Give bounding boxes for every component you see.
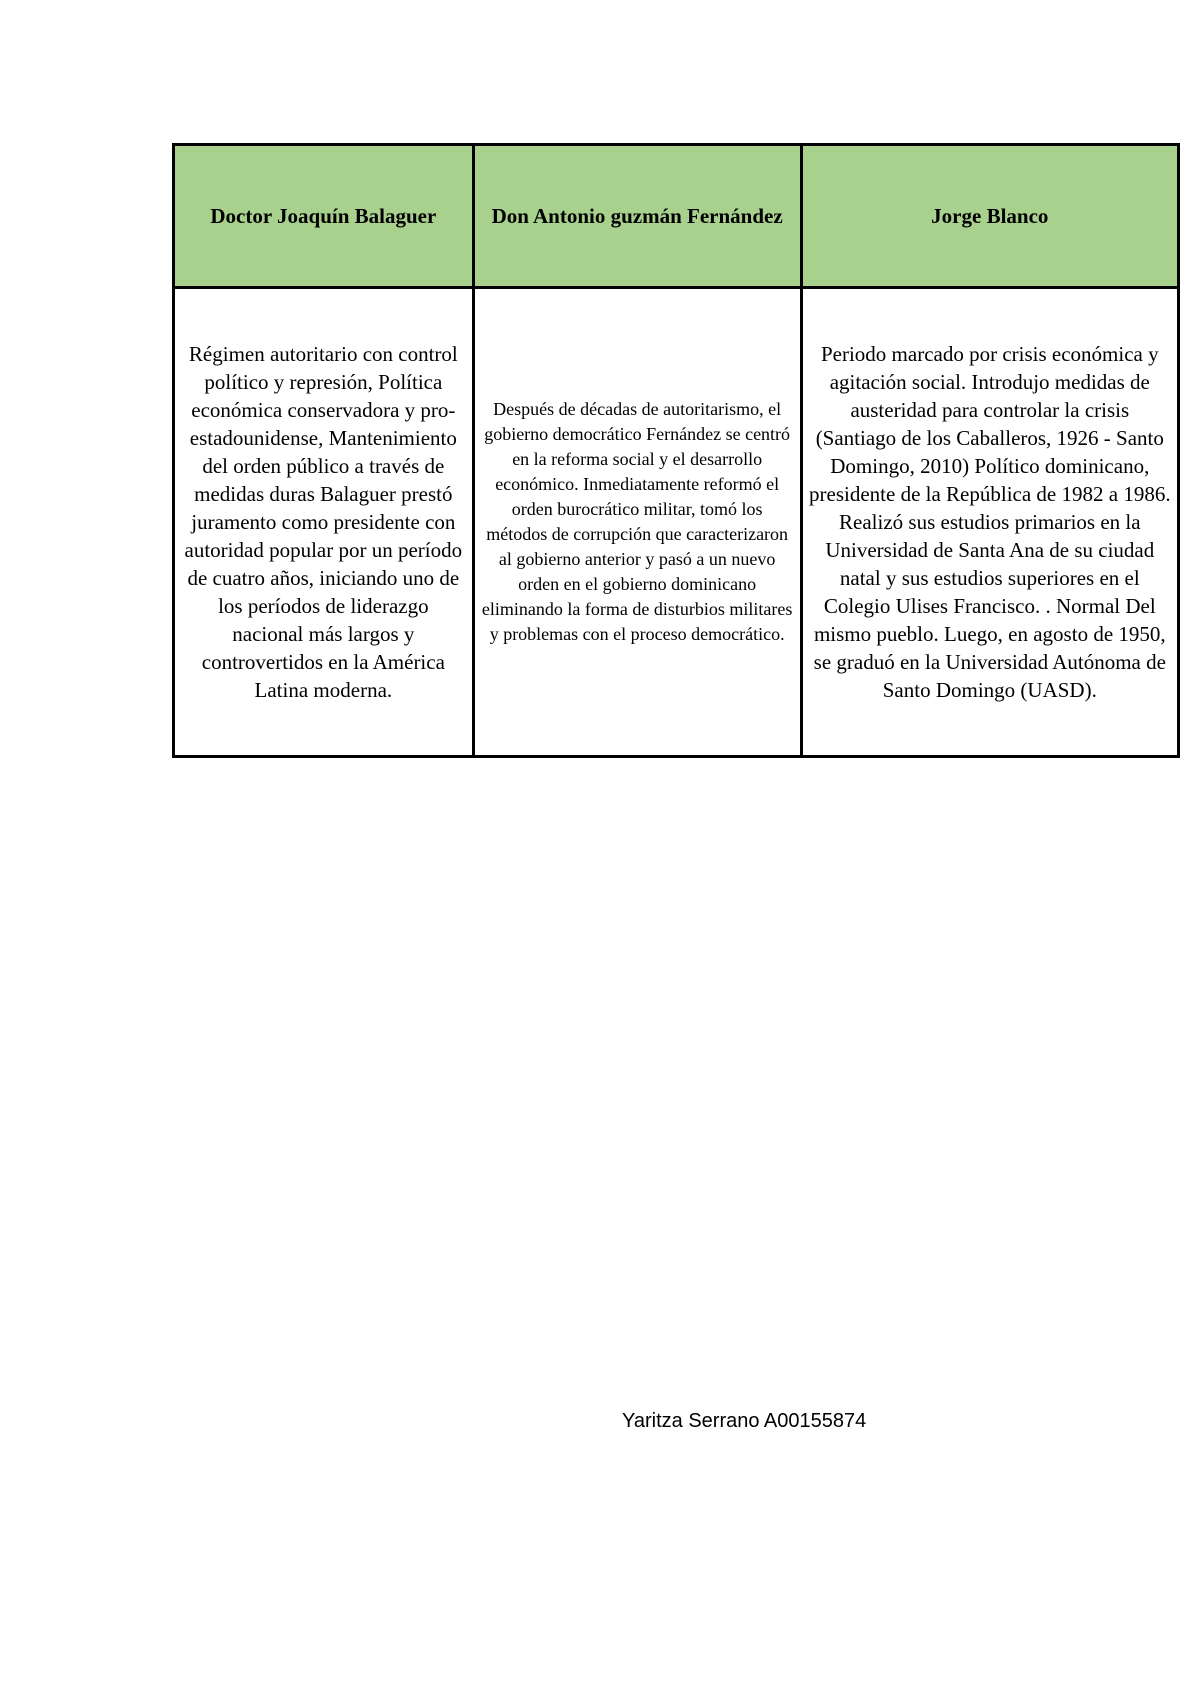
table-row bbox=[174, 288, 1179, 757]
comparison-table bbox=[172, 143, 1180, 758]
cell-balaguer: Régimen autoritario con control político y represión, Política económica conservadora y pro-estadounidense, Mantenimiento del orden público a través de medidas duras Balaguer prestó juramento como presidente con autoridad popular por un período de cuatro años, iniciando uno de los períodos de liderazgo nacional más largos y controvertidos en la América Latina moderna. bbox=[174, 288, 474, 757]
cell-guzman: Después de décadas de autoritarismo, el gobierno democrático Fernández se centró en la reforma social y el desarrollo económico. Inmediatamente reformó el orden burocrático militar, tomó los métodos de corrupción que caracterizaron al gobierno anterior y pasó a un nuevo orden en el gobierno dominicano eliminando la forma de disturbios militares y problemas con el proceso democrático. bbox=[473, 288, 801, 757]
author-signature: Yaritza Serrano A00155874 bbox=[622, 1410, 867, 1432]
table-header-row bbox=[174, 145, 1179, 288]
header-guzman: Don Antonio guzmán Fernández bbox=[473, 145, 801, 288]
header-balaguer: Doctor Joaquín Balaguer bbox=[174, 145, 474, 288]
cell-blanco: Periodo marcado por crisis económica y agitación social. Introdujo medidas de austeridad para controlar la crisis (Santiago de los Caballeros, 1926 - Santo Domingo, 2010) Político dominicano, presidente de la República de 1982 a 1986. Realizó sus estudios primarios en la Universidad de Santa Ana de su ciudad natal y sus estudios superiores en el Colegio Ulises Francisco. . Normal Del mismo pueblo. Luego, en agosto de 1950, se graduó en la Universidad Autónoma de Santo Domingo (UASD). bbox=[801, 288, 1178, 757]
header-blanco: Jorge Blanco bbox=[801, 145, 1178, 288]
